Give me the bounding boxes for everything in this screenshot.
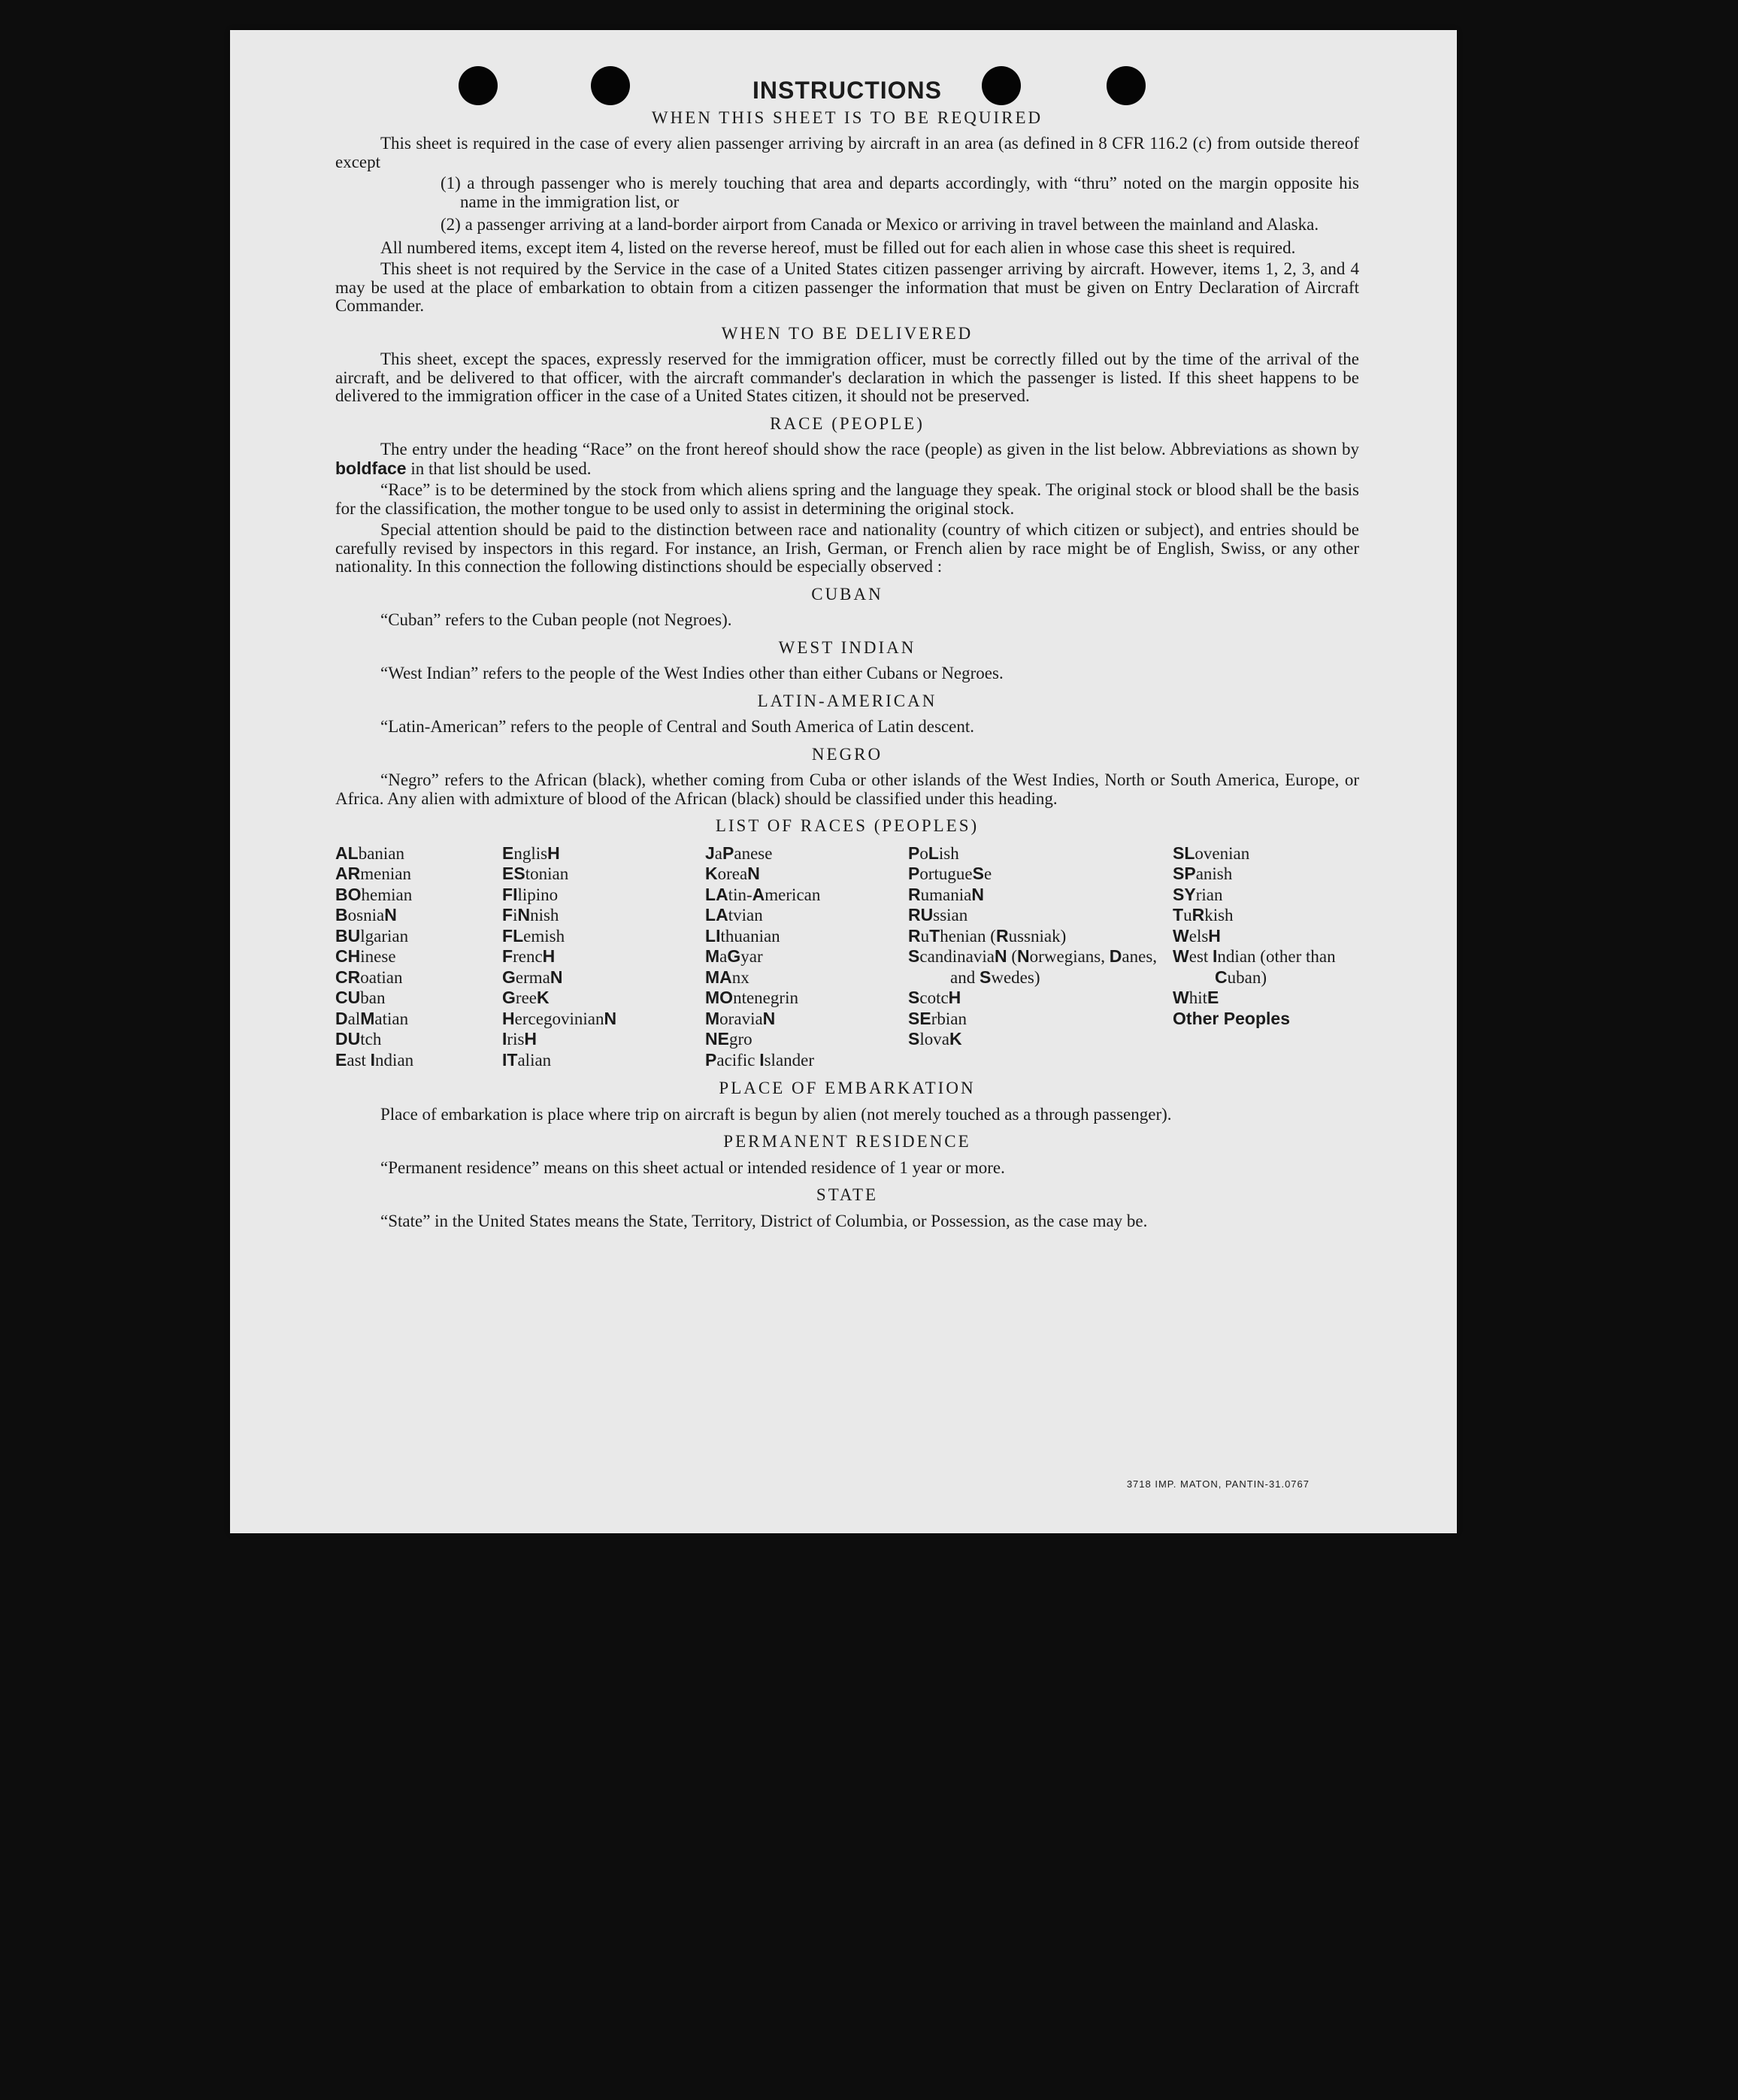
race-item: SlovaK [908,1029,962,1048]
race-item: FLemish [502,925,565,946]
race-item: ScotcH [908,988,961,1007]
when-required-para-2: All numbered items, except item 4, listed on the reverse hereof, must be filled out for each alien in whose case this sheet is required. [380,238,1296,257]
residence-para: “Permanent residence” means on this sheet actual or intended residence of 1 year or more. [380,1157,1005,1177]
race-item: RumaniaN [908,884,984,904]
cuban-para: “Cuban” refers to the Cuban people (not Negroes). [380,610,732,629]
race-item: WelsH [1173,925,1221,946]
races-column-1 [335,843,502,1071]
race-para-1-boldface: boldface [335,458,407,478]
when-required-para-1: This sheet is required in the case of every alien passenger arriving by aircraft in an area (as defined in 8 CFR 116.2 (c) from outside thereof except [335,134,1359,171]
race-para-1 [335,440,1359,478]
races-column-2 [502,843,705,1071]
race-item: SYrian [1173,884,1223,904]
heading-permanent-residence: PERMANENT RESIDENCE [723,1132,971,1151]
race-item: PortugueSe [908,864,992,883]
state-para: “State” in the United States means the State, Territory, District of Columbia, or Possession, as the case may be. [380,1211,1148,1230]
race-item: LIthuanian [705,925,780,946]
race-item: FrencH [502,946,556,966]
race-item: WhitE [1173,988,1219,1007]
race-item: SLovenian [1173,843,1250,863]
race-item: MaGyar [705,946,763,966]
races-list [335,843,1359,1071]
when-delivered-para: This sheet, except the spaces, expressly reserved for the immigration officer, must be correctly filled out by the time of the arrival of the aircraft, and be delivered to that officer, with the aircraft commander's declaration in which the passenger is listed. If this sheet happens to be delivered to the immigration officer in the case of a United States citizen, it should not be preserved. [335,349,1359,405]
races-column-5 [1173,843,1359,1071]
heading-latin-american: LATIN-AMERICAN [757,691,937,710]
print-code: 3718 IMP. MATON, PANTIN-31.0767 [1126,1478,1310,1490]
race-item: IrisH [502,1029,537,1048]
west-indian-para: “West Indian” refers to the people of the West Indies other than either Cubans or Negroes. [380,664,1004,682]
latin-american-para: “Latin-American” refers to the people of Central and South America of Latin descent. [380,717,974,736]
race-item: FiNnish [502,905,559,924]
heading-list-of-races: LIST OF RACES (PEOPLES) [715,816,980,835]
when-required-item-1: (1) a through passenger who is merely touching that area and departs accordingly, with “thru” noted on the margin opposite his name in the immigration list, or [441,174,1359,211]
race-item: HercegovinianN [502,1008,617,1028]
race-item: CRoatian [335,967,403,987]
race-item: GermaN [502,967,563,987]
race-item: RuThenian (Russniak) [908,925,1067,946]
page-title: INSTRUCTIONS [752,77,942,104]
race-item: PoLish [908,843,959,863]
embarkation-para: Place of embarkation is place where trip on aircraft is begun by alien (not merely touched as a through passenger). [380,1104,1172,1124]
heading-race: RACE (PEOPLE) [770,413,925,433]
race-para-1-text-b: in that list should be used. [410,458,592,478]
document-sheet [230,30,1457,1533]
race-item: TuRkish [1173,905,1234,924]
race-item: NEgro [705,1029,752,1048]
heading-when-delivered: WHEN TO BE DELIVERED [721,323,973,343]
race-item: BosniaN [335,905,397,924]
race-item: KoreaN [705,864,760,883]
race-para-1-text-a: The entry under the heading “Race” on the front hereof should show the race (people) as given in the list below. Abbreviations as shown by [380,440,1359,458]
race-item: SPanish [1173,864,1233,883]
race-item: DalMatian [335,1008,409,1028]
race-item: West Indian (other than Cuban) [1173,946,1336,987]
race-item: DUtch [335,1029,382,1048]
race-item: EStonian [502,864,569,883]
race-item: ARmenian [335,864,411,883]
race-item: BOhemian [335,884,413,904]
heading-negro: NEGRO [811,744,883,764]
race-item: FIlipino [502,884,559,904]
race-item: LAtvian [705,905,763,924]
race-item: Pacific Islander [705,1049,815,1070]
heading-when-required: WHEN THIS SHEET IS TO BE REQUIRED [651,107,1043,127]
race-item: ITalian [502,1049,552,1070]
race-item: LAtin-American [705,884,821,904]
heading-west-indian: WEST INDIAN [778,637,916,657]
heading-cuban: CUBAN [811,584,883,604]
race-para-2: “Race” is to be determined by the stock from which aliens spring and the language they speak. The original stock or blood shall be the basis for the classification, the mother tongue to be used only to assist in determining the original stock. [335,480,1359,518]
race-item: MoraviaN [705,1008,776,1028]
when-required-item-2: (2) a passenger arriving at a land-border airport from Canada or Mexico or arriving in travel between the mainland and Alaska. [441,215,1319,234]
race-item: CUban [335,988,386,1007]
race-item: JaPanese [705,843,773,863]
races-column-3 [705,843,908,1071]
race-item: SErbian [908,1008,967,1028]
negro-para: “Negro” refers to the African (black), whether coming from Cuba or other islands of the West Indies, North or South America, Europe, or Africa. Any alien with admixture of blood of the African (black) should be classified under this heading. [335,770,1359,808]
heading-place-of-embarkation: PLACE OF EMBARKATION [719,1079,976,1097]
races-column-4 [908,843,1173,1071]
race-item: MAnx [705,967,749,987]
race-item: RUssian [908,905,968,924]
when-required-para-3: This sheet is not required by the Service in the case of a United States citizen passenger arriving by aircraft. However, items 1, 2, 3, and 4 may be used at the place of embarkation to obtain from a citizen passenger the information that must be given on Entry Declaration of Aircraft Commander. [335,259,1359,315]
race-item: East Indian [335,1049,414,1070]
race-item: Other Peoples [1173,1008,1291,1028]
race-item: ALbanian [335,843,405,863]
race-item: MOntenegrin [705,988,798,1007]
race-item: BUlgarian [335,925,409,946]
race-item: ScandinaviaN (Norwegians, Danes, and Swedes) [908,946,1158,987]
race-item: CHinese [335,946,396,966]
race-item: EnglisH [502,843,560,863]
race-item: GreeK [502,988,550,1007]
instructions-content [335,77,1359,1233]
race-para-3: Special attention should be paid to the distinction between race and nationality (country of which citizen or subject), and entries should be carefully revised by inspectors in this regard. For instance, an Irish, German, or French alien by race might be of English, Swiss, or any other nationality. In this connection the following distinctions should be especially observed : [335,520,1359,576]
heading-state: STATE [816,1185,879,1204]
